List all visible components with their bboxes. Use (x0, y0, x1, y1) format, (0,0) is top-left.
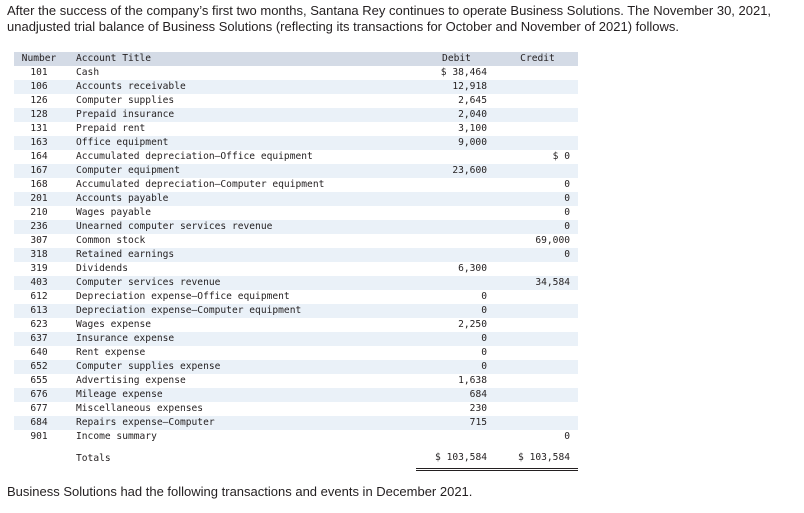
account-title: Prepaid rent (76, 123, 146, 134)
table-row (14, 220, 578, 234)
credit-amount (497, 164, 578, 178)
credit-amount (497, 94, 578, 108)
debit-amount (416, 150, 497, 164)
account-title: Computer supplies expense (64, 360, 416, 374)
table-body (14, 66, 578, 444)
debit-amount: 0 (416, 304, 497, 318)
account-title: Miscellaneous expenses (76, 403, 204, 414)
table-row (14, 262, 578, 276)
table-row (14, 290, 578, 304)
account-number: 126 (30, 95, 48, 106)
credit-amount (497, 304, 578, 318)
debit-amount: 715 (416, 416, 497, 430)
debit-amount (416, 192, 497, 206)
account-title: Depreciation expense—Computer equipment (64, 304, 416, 318)
debit-amount: 3,100 (458, 123, 487, 134)
credit-amount (497, 108, 578, 122)
account-title: Insurance expense (64, 332, 416, 346)
account-number: 655 (30, 375, 48, 386)
header-debit: Debit (416, 52, 497, 66)
account-number: 637 (14, 332, 64, 346)
header-credit: Credit (497, 52, 578, 66)
debit-amount: 230 (469, 403, 487, 414)
account-number: 131 (30, 123, 48, 134)
credit-amount: 34,584 (497, 276, 578, 290)
debit-amount: 12,918 (416, 80, 497, 94)
credit-amount (497, 318, 578, 332)
credit-amount (497, 66, 578, 80)
debit-amount: 0 (481, 291, 487, 302)
table-row (14, 108, 578, 122)
account-title: Dividends (76, 263, 128, 274)
totals-label: Totals (76, 452, 111, 464)
table-row (14, 360, 578, 374)
table-row (14, 304, 578, 318)
table-row (14, 346, 578, 360)
table-row (14, 94, 578, 108)
account-number: 164 (30, 151, 48, 162)
account-number: 676 (14, 388, 64, 402)
debit-amount: 6,300 (458, 263, 487, 274)
trial-balance-table (14, 52, 578, 471)
account-number: 128 (14, 108, 64, 122)
table-row (14, 66, 578, 80)
account-title: Retained earnings (64, 248, 416, 262)
account-number: 612 (30, 291, 48, 302)
debit-amount: 2,250 (458, 319, 487, 330)
account-title: Common stock (76, 235, 146, 246)
account-title: Prepaid insurance (64, 108, 416, 122)
credit-amount: 0 (564, 179, 570, 190)
account-number: 101 (30, 67, 48, 78)
debit-amount: 9,000 (416, 136, 497, 150)
account-title: Income summary (76, 431, 157, 442)
account-number: 640 (30, 347, 48, 358)
debit-amount: 2,040 (416, 108, 497, 122)
account-title: Accounts payable (64, 192, 416, 206)
debit-amount (416, 430, 497, 444)
credit-amount (497, 122, 578, 136)
account-title: Computer services revenue (64, 276, 416, 290)
table-row (14, 374, 578, 388)
account-title: Advertising expense (76, 375, 186, 386)
account-number: 201 (14, 192, 64, 206)
account-title: Office equipment (64, 136, 416, 150)
debit-amount: $ 38,464 (440, 67, 487, 78)
table-row (14, 402, 578, 416)
account-number: 677 (30, 403, 48, 414)
debit-amount: 1,638 (458, 375, 487, 386)
table-row (14, 318, 578, 332)
account-number: 168 (30, 179, 48, 190)
account-title: Depreciation expense—Office equipment (76, 291, 290, 302)
account-number: 613 (14, 304, 64, 318)
account-title: Wages expense (76, 319, 152, 330)
account-number: 106 (14, 80, 64, 94)
totals-credit: $ 103,584 (497, 444, 578, 470)
account-title: Repairs expense—Computer (64, 416, 416, 430)
account-title: Computer supplies (76, 95, 175, 106)
totals-debit: $ 103,584 (416, 444, 497, 470)
table-row (14, 276, 578, 290)
credit-amount (497, 136, 578, 150)
debit-amount: 684 (416, 388, 497, 402)
credit-amount (497, 416, 578, 430)
table-header-row (14, 52, 578, 66)
table-row (14, 416, 578, 430)
credit-amount (497, 332, 578, 346)
account-number: 163 (14, 136, 64, 150)
account-number: 901 (30, 431, 48, 442)
credit-amount: 0 (564, 431, 570, 442)
credit-amount (497, 388, 578, 402)
table-row (14, 150, 578, 164)
debit-amount: 0 (416, 360, 497, 374)
account-number: 167 (14, 164, 64, 178)
account-title: Accumulated depreciation—Office equipment (76, 151, 313, 162)
table-row (14, 192, 578, 206)
debit-amount: 0 (416, 332, 497, 346)
account-number: 652 (14, 360, 64, 374)
table-row (14, 248, 578, 262)
table-row (14, 206, 578, 220)
credit-amount: 0 (497, 220, 578, 234)
table-row (14, 430, 578, 444)
credit-amount: 0 (497, 192, 578, 206)
credit-amount (497, 80, 578, 94)
account-title: Rent expense (76, 347, 146, 358)
account-title: Computer equipment (64, 164, 416, 178)
account-number: 210 (30, 207, 48, 218)
header-account-title: Account Title (64, 52, 416, 66)
account-number: 319 (30, 263, 48, 274)
account-title: Cash (76, 67, 100, 78)
table-row (14, 332, 578, 346)
debit-amount: 2,645 (458, 95, 487, 106)
credit-amount (497, 360, 578, 374)
account-number: 318 (14, 248, 64, 262)
credit-amount (497, 402, 578, 416)
account-title: Wages payable (76, 207, 152, 218)
debit-amount: 23,600 (416, 164, 497, 178)
table-row (14, 136, 578, 150)
credit-amount (497, 346, 578, 360)
intro-paragraph: After the success of the company’s first two months, Santana Rey continues to operate Business Solutions. The November 30, 2021, unadjusted trial balance of Business Solutions (reflecting its transactions for October and November of 2021) follows. (7, 3, 772, 34)
credit-amount: $ 0 (552, 151, 570, 162)
credit-amount (497, 290, 578, 304)
credit-amount: 69,000 (535, 235, 570, 246)
debit-amount (416, 206, 497, 220)
debit-amount: 0 (481, 347, 487, 358)
account-number: 623 (30, 319, 48, 330)
table-row (14, 122, 578, 136)
account-number: 684 (14, 416, 64, 430)
credit-amount: 0 (564, 207, 570, 218)
table-row (14, 234, 578, 248)
totals-number-cell (14, 444, 64, 470)
outro-paragraph: Business Solutions had the following transactions and events in December 2021. (7, 484, 473, 499)
table-row (14, 388, 578, 402)
account-number: 307 (30, 235, 48, 246)
table-row (14, 164, 578, 178)
credit-amount: 0 (497, 248, 578, 262)
account-title: Accounts receivable (64, 80, 416, 94)
account-number: 403 (14, 276, 64, 290)
header-number: Number (14, 52, 64, 66)
credit-amount (497, 262, 578, 276)
account-number: 236 (14, 220, 64, 234)
totals-row (14, 444, 578, 470)
debit-amount (416, 220, 497, 234)
account-title: Mileage expense (64, 388, 416, 402)
debit-amount (416, 234, 497, 248)
debit-amount (416, 248, 497, 262)
credit-amount (497, 374, 578, 388)
account-title: Accumulated depreciation—Computer equipment (76, 179, 325, 190)
debit-amount (416, 178, 497, 192)
table-row (14, 80, 578, 94)
debit-amount (416, 276, 497, 290)
table-row (14, 178, 578, 192)
account-title: Unearned computer services revenue (64, 220, 416, 234)
